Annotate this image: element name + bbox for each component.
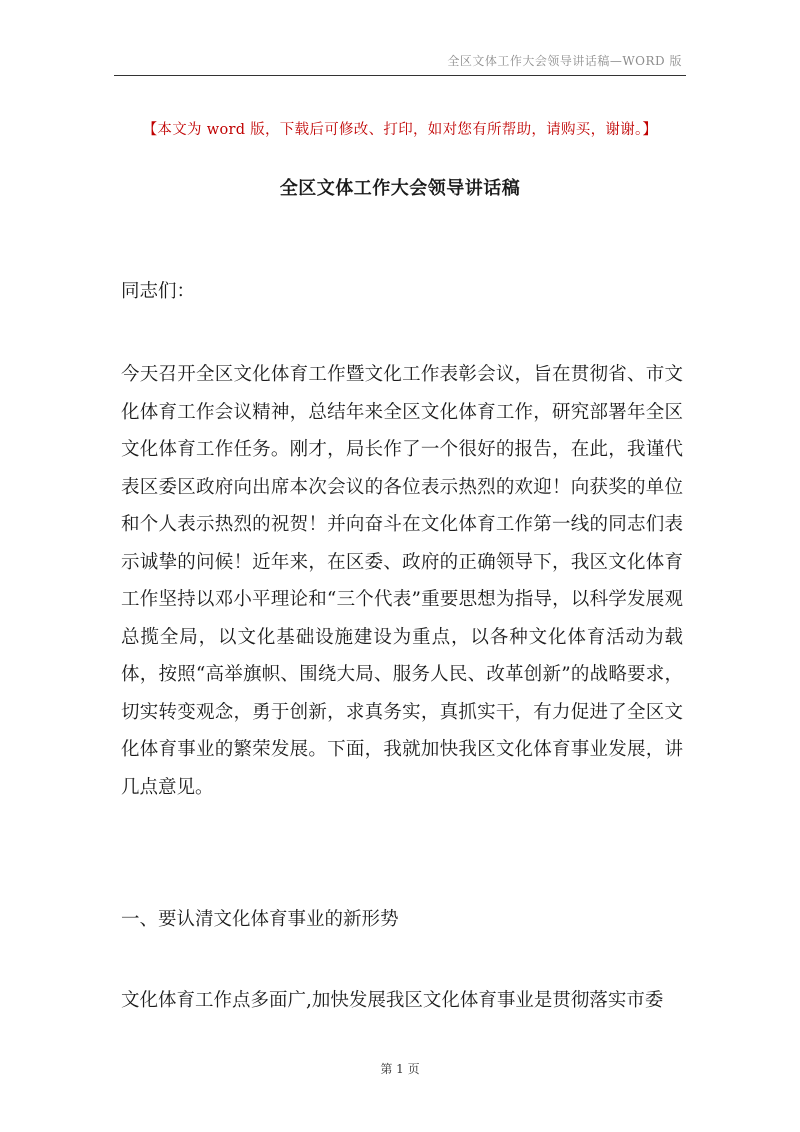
body-paragraph-1: 今天召开全区文化体育工作暨文化工作表彰会议，旨在贯彻省、市文化体育工作会议精神，总结年来全区文化体育工作，研究部署年全区文化体育工作任务。刚才，局长作了一个很好的报告，在此，我谨代表区委区政府向出席本次会议的各位表示热烈的欢迎！向获奖的单位和个人表示热烈的祝贺！并向奋斗在文化体育工作第一线的同志们表示诚挚的问候！近年来，在区委、政府的正确领导下，我区文化体育工作坚持以邓小平理论和“三个代表”重要思想为指导，以科学发展观总揽全局，以文化基础设施建设为重点，以各种文化体育活动为载体，按照“高举旗帜、围绕大局、服务人民、改革创新”的战略要求，切实转变观念，勇于创新，求真务实，真抓实干，有力促进了全区文化体育事业的繁荣发展。下面，我就加快我区文化体育事业发展，讲几点意见。 xyxy=(121,364,683,798)
running-header: 全区文体工作大会领导讲话稿—WORD 版 xyxy=(447,54,682,68)
greeting: 同志们： xyxy=(121,281,196,302)
document-title: 全区文体工作大会领导讲话稿 xyxy=(279,178,521,199)
header-divider xyxy=(114,75,686,76)
purchase-notice: 【本文为 word 版，下载后可修改、打印，如对您有所帮助，请购买，谢谢。】 xyxy=(142,122,658,138)
section-heading-1: 一、要认清文化体育事业的新形势 xyxy=(121,909,399,930)
body-paragraph-2: 文化体育工作点多面广,加快发展我区文化体育事业是贯彻落实市委 xyxy=(121,990,664,1011)
page-number: 第 1 页 xyxy=(380,1062,420,1076)
